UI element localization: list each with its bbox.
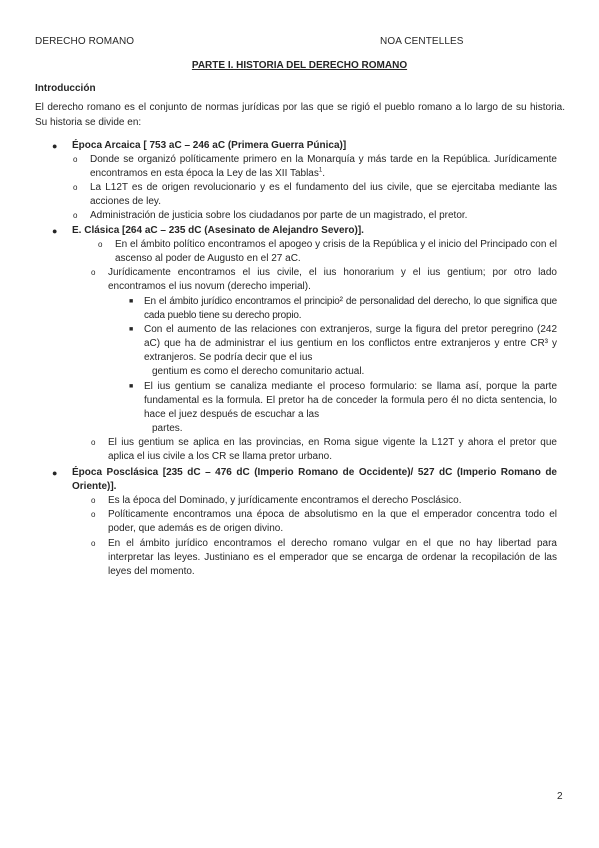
page-title: PARTE I. HISTORIA DEL DERECHO ROMANO: [191, 60, 408, 71]
footnote-ref: 1: [318, 167, 323, 174]
section-arcaica: [52, 139, 572, 153]
circle-bullet-icon: o: [91, 438, 96, 447]
item-text: Jurídicamente encontramos el ius civile, el ius honorarium y el ius gentium; por otro lado encontramos el ius novum (derecho imperial).: [108, 267, 557, 292]
section-title: Época Posclásica [235 dC – 476 dC (Imperio Romano de Occidente)/ 527 dC (Imperio Romano de Oriente)].: [72, 467, 557, 492]
circle-bullet-icon: o: [91, 268, 96, 277]
item-text: El ius gentium se aplica en las provincias, en Roma sigue vigente la L12T y ahora el pretor que aplica el ius civile a los CR se llama pretor urbano.: [108, 437, 557, 462]
square-bullet-icon: ■: [129, 383, 134, 390]
item-text: La L12T es de origen revolucionario y es el fundamento del ius civile, que se ejercitaba mediante las acciones de ley.: [90, 182, 557, 207]
square-bullet-icon: ■: [129, 298, 134, 305]
item-text: En el ámbito político encontramos el apogeo y crisis de la República y el inicio del Principado con el ascenso al poder de Augusto en el 27 aC.: [115, 239, 557, 264]
sub-list-item: [129, 380, 557, 422]
bullet-icon: ●: [52, 468, 58, 478]
bullet-icon: ●: [52, 141, 58, 151]
list-item: [91, 508, 557, 536]
item-text: El ius gentium se canaliza mediante el proceso formulario: se llama así, porque la parte fundamental es la formula. El pretor ha de conceder la formula pero él no dicta sentencia, lo hace el juez después de escuchar a las: [144, 381, 557, 420]
item-text: Donde se organizó políticamente primero en la Monarquía y más tarde en la República. Jurídicamente encontramos en esta época la Ley de las XII Tablas: [90, 154, 557, 179]
item-text: Es la época del Dominado, y jurídicamente encontramos el derecho Posclásico.: [108, 495, 462, 506]
intro-paragraph: El derecho romano es el conjunto de normas jurídicas por las que se rigió el pueblo romano a lo largo de su historia. Su historia se divide en:: [35, 102, 565, 128]
list-item: [73, 181, 557, 209]
list-item: [98, 238, 557, 266]
section-posclasica: [52, 466, 557, 494]
circle-bullet-icon: o: [73, 183, 78, 192]
square-bullet-icon: ■: [129, 326, 134, 333]
circle-bullet-icon: o: [73, 155, 78, 164]
sub-list-item: [129, 295, 557, 323]
page-number: 2: [557, 791, 563, 802]
section-title: Época Arcaica [ 753 aC – 246 aC (Primera Guerra Púnica)]: [72, 140, 347, 151]
list-item: [73, 209, 557, 223]
intro-heading: Introducción: [35, 83, 96, 94]
list-item: [91, 436, 557, 464]
bullet-icon: ●: [52, 226, 58, 236]
circle-bullet-icon: o: [91, 496, 96, 505]
sub-list-item: [129, 323, 557, 365]
header-right: NOA CENTELLES: [380, 36, 464, 47]
item-text: Con el aumento de las relaciones con extranjeros, surge la figura del pretor peregrino (242 aC) que ha de administrar el ius gentium en los conflictos entre extranjeros y entre CR³ y extranjeros. Se podría decir que el ius: [144, 324, 557, 363]
circle-bullet-icon: o: [91, 539, 96, 548]
list-item: [91, 537, 557, 579]
sub-list-item-continued: [152, 365, 557, 379]
circle-bullet-icon: o: [91, 510, 96, 519]
circle-bullet-icon: o: [73, 211, 78, 220]
item-text: Administración de justicia sobre los ciudadanos por parte de un magistrado, el pretor.: [90, 210, 468, 221]
item-text: partes.: [152, 423, 183, 434]
list-item: [91, 494, 557, 508]
section-clasica: [52, 224, 572, 238]
list-item: o Donde se organizó políticamente primero en la Monarquía y más tarde en la República. Jurídicamente encontramos en esta época la Ley de las XII Tablas$^1$.: [73, 154, 557, 179]
section-title: E. Clásica [264 aC – 235 dC (Asesinato de Alejandro Severo)].: [72, 225, 364, 236]
item-text: En el ámbito jurídico encontramos el derecho romano vulgar en el que no hay libertad para interpretar las leyes. Justiniano es el emperador que se encarga de ordenar la recopilación de las leyes del momento.: [108, 538, 557, 577]
list-item: [91, 266, 557, 294]
item-text: Políticamente encontramos una época de absolutismo en la que el emperador concentra todo el poder, que además es de origen divino.: [108, 509, 557, 534]
circle-bullet-icon: o: [98, 240, 103, 249]
item-text: En el ámbito jurídico encontramos el principio² de personalidad del derecho, lo que significa que cada pueblo tiene su derecho propio.: [144, 296, 557, 321]
sub-list-item-continued: [152, 422, 557, 436]
header-left: DERECHO ROMANO: [35, 36, 135, 47]
item-text: gentium es como el derecho comunitario actual.: [152, 366, 365, 377]
